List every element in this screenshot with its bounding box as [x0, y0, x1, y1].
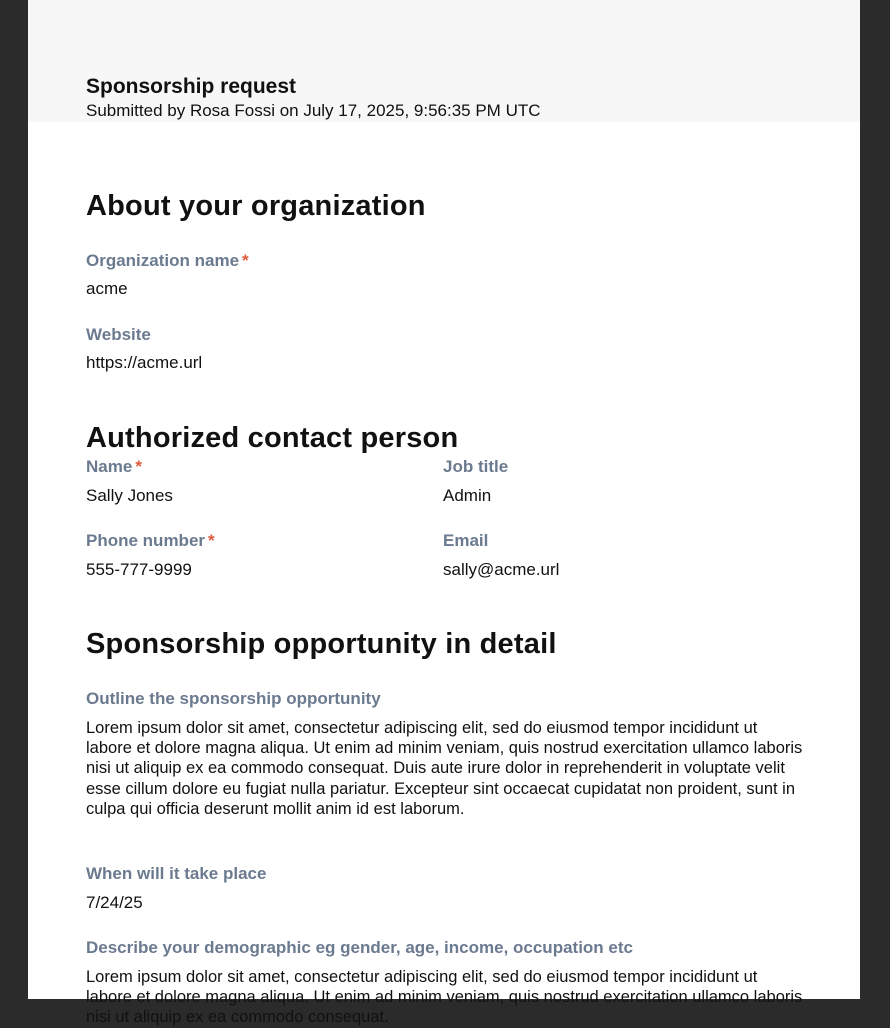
outline-value: Lorem ipsum dolor sit amet, consectetur adipiscing elit, sed do eiusmod tempor incididunt ut labore et dolore magna aliqua. Ut enim ad minim veniam, quis nostrud exercitation ullamco laboris nisi ut aliquip ex ea commodo consequat. Duis aute irure dolor in reprehenderit in voluptate velit esse cillum dolore eu fugiat nulla pariatur. Excepteur sint occaecat cupidatat non proident, sunt in culpa qui officia deserunt mollit anim id est laborum.: [86, 719, 803, 818]
document-page: [28, 0, 860, 1027]
demographic-label: Describe your demographic eg gender, age, income, occupation etc: [86, 938, 633, 957]
contact-name-label: [86, 457, 142, 477]
website-label: Website: [86, 325, 151, 344]
section-title-organization: About your organization: [86, 190, 426, 222]
email-label: Email: [443, 531, 489, 550]
required-marker: *: [208, 531, 215, 550]
contact-name-value: Sally Jones: [86, 486, 173, 505]
required-marker: *: [135, 457, 142, 476]
org-name-value: acme: [86, 279, 128, 298]
outline-label: Outline the sponsorship opportunity: [86, 689, 381, 708]
org-name-label: [86, 251, 249, 271]
page-header: [28, 0, 860, 122]
phone-label-text: Phone number: [86, 531, 206, 550]
when-label: When will it take place: [86, 864, 267, 883]
job-title-value: Admin: [443, 486, 492, 505]
website-value: https://acme.url: [86, 353, 203, 372]
job-title-label: Job title: [443, 457, 509, 476]
phone-label: [86, 531, 215, 551]
section-title-opportunity: Sponsorship opportunity in detail: [86, 628, 557, 660]
page-title: Sponsorship request: [86, 75, 297, 98]
demographic-value: Lorem ipsum dolor sit amet, consectetur adipiscing elit, sed do eiusmod tempor incididunt ut labore et dolore magna aliqua. Ut enim ad minim veniam, quis nostrud exercitation ullamco laboris nisi ut aliquip ex ea commodo consequat.: [86, 968, 803, 1027]
submission-info: Submitted by Rosa Fossi on July 17, 2025, 9:56:35 PM UTC: [86, 101, 541, 120]
section-title-contact: Authorized contact person: [86, 422, 459, 454]
required-marker: *: [242, 251, 249, 270]
org-name-label-text: Organization name: [86, 251, 240, 270]
when-value: 7/24/25: [86, 893, 143, 912]
phone-value: 555-777-9999: [86, 560, 192, 579]
email-value: sally@acme.url: [443, 560, 560, 579]
contact-name-label-text: Name: [86, 457, 133, 476]
